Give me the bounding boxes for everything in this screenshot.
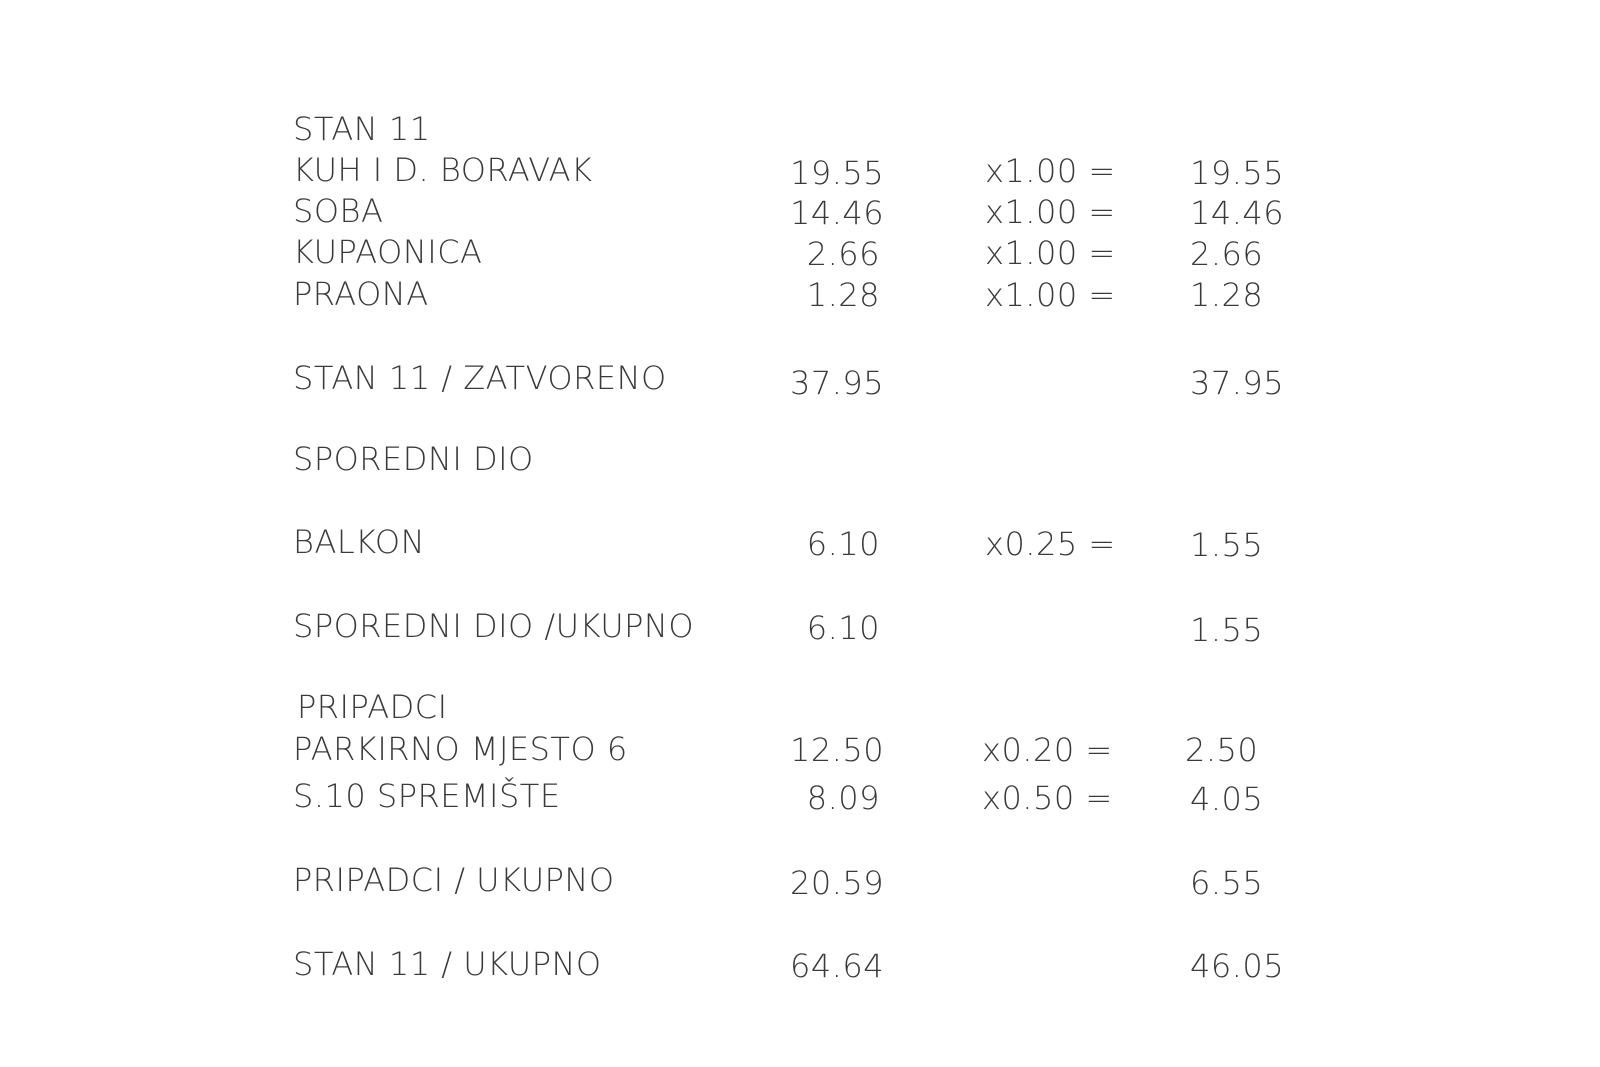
room-label: PRAONA: [293, 275, 429, 313]
room-coefficient: x1.00 =: [985, 234, 1116, 272]
appurtenances-heading: PRIPADCI: [297, 688, 448, 726]
balcony-label: BALKON: [293, 523, 426, 561]
room-coefficient: x1.00 =: [985, 193, 1116, 231]
room-area: 14.46: [790, 194, 885, 232]
balcony-result: 1.55: [1190, 526, 1264, 564]
room-label: SOBA: [293, 192, 384, 230]
closed-total-area: 37.95: [790, 364, 885, 402]
grand-total-result: 46.05: [1190, 947, 1285, 985]
appurtenances-total-area: 20.59: [790, 864, 885, 902]
side-total-result: 1.55: [1190, 611, 1264, 649]
side-total-area: 6.10: [806, 609, 880, 647]
room-result: 1.28: [1190, 276, 1264, 314]
closed-total-result: 37.95: [1190, 364, 1285, 402]
appurtenance-coefficient: x0.20 =: [982, 731, 1113, 769]
room-coefficient: x1.00 =: [985, 152, 1116, 190]
side-total-label: SPOREDNI DIO /UKUPNO: [293, 607, 695, 645]
appurtenances-total-label: PRIPADCI / UKUPNO: [293, 861, 615, 899]
grand-total-area: 64.64: [790, 947, 885, 985]
appurtenance-result: 4.05: [1190, 780, 1264, 818]
appurtenance-coefficient: x0.50 =: [982, 779, 1113, 817]
room-result: 19.55: [1190, 154, 1285, 192]
balcony-coefficient: x0.25 =: [985, 525, 1116, 563]
closed-total-label: STAN 11 / ZATVORENO: [293, 359, 667, 397]
room-label: KUPAONICA: [293, 233, 483, 271]
room-result: 2.66: [1190, 235, 1264, 273]
room-area: 2.66: [806, 235, 880, 273]
appurtenance-area: 8.09: [806, 779, 880, 817]
apartment-title: STAN 11: [293, 110, 431, 148]
room-result: 14.46: [1190, 194, 1285, 232]
side-part-heading: SPOREDNI DIO: [293, 440, 534, 478]
room-label: KUH I D. BORAVAK: [293, 151, 593, 189]
balcony-area: 6.10: [806, 525, 880, 563]
appurtenances-total-result: 6.55: [1190, 864, 1264, 902]
appurtenance-area: 12.50: [790, 731, 885, 769]
room-area: 19.55: [790, 154, 885, 192]
room-coefficient: x1.00 =: [985, 276, 1116, 314]
appurtenance-label: S.10 SPREMIŠTE: [293, 777, 561, 815]
appurtenance-label: PARKIRNO MJESTO 6: [293, 730, 628, 768]
room-area: 1.28: [806, 276, 880, 314]
appurtenance-result: 2.50: [1185, 731, 1259, 769]
grand-total-label: STAN 11 / UKUPNO: [293, 945, 602, 983]
